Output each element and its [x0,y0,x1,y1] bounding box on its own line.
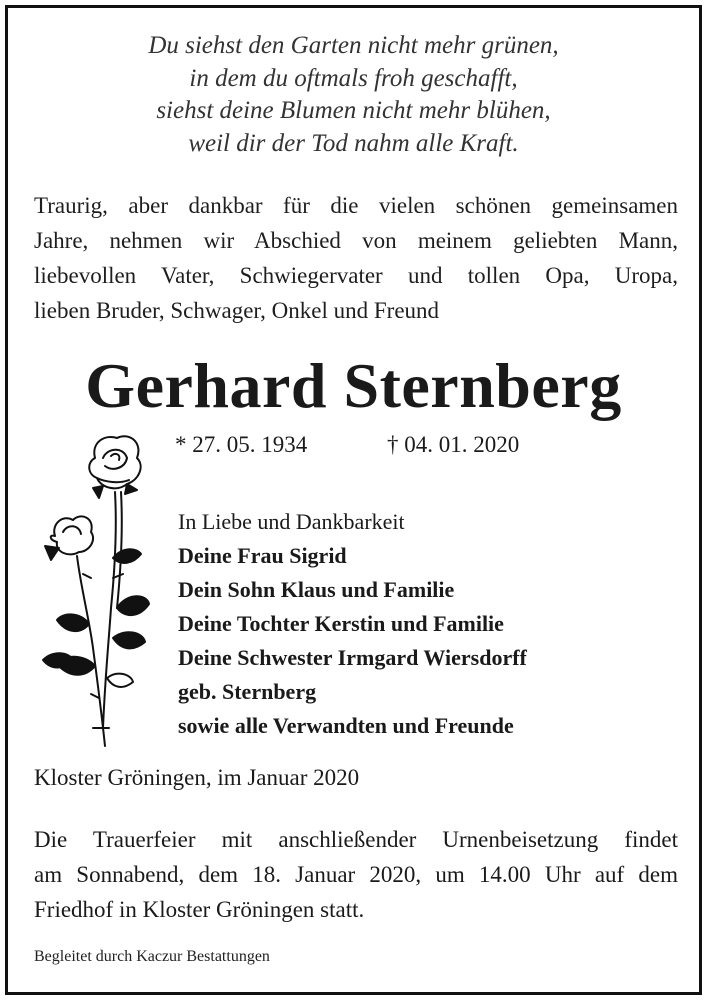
mourner-line: sowie alle Verwandten und Freunde [178,713,514,738]
deceased-name: Gerhard Sternberg [85,350,622,421]
poem [8,30,699,160]
funeral-home-credit: Begleitet durch Kaczur Bestattungen [34,948,270,965]
mourner-line: Dein Sohn Klaus und Familie [178,577,455,602]
ceremony-line: Die Trauerfeier mit anschließender Urnenbeisetzung findet [34,827,678,852]
rose-icon [33,428,163,758]
poem-line: siehst deine Blumen nicht mehr blühen, [156,97,551,124]
mourner-line: Deine Frau Sigrid [178,543,347,568]
obituary-frame [5,5,702,995]
ceremony-text [34,822,678,927]
life-dates [175,429,520,461]
intro-line: Traurig, aber dankbar für die vielen schönen gemeinsamen [34,193,678,218]
intro-line: lieben Bruder, Schwager, Onkel und Freund [34,298,440,323]
birth-date: * 27. 05. 1934 [175,432,308,457]
ceremony-line: Friedhof in Kloster Gröningen statt. [34,897,365,922]
mourners-list [178,505,527,743]
ceremony-line: am Sonnabend, dem 18. Januar 2020, um 14.00 Uhr auf dem [34,862,678,887]
death-date: † 04. 01. 2020 [387,432,520,457]
mourners-lead: In Liebe und Dankbarkeit [178,509,405,534]
mourner-line: Deine Tochter Kerstin und Familie [178,611,504,636]
poem-line: weil dir der Tod nahm alle Kraft. [188,129,519,157]
mourner-line: Deine Schwester Irmgard Wiersdorff [178,645,527,670]
intro-line: liebevollen Vater, Schwiegervater und tollen Opa, Uropa, [34,263,678,288]
place-date: Kloster Gröningen, im Januar 2020 [34,765,360,790]
intro-line: Jahre, nehmen wir Abschied von meinem geliebten Mann, [34,228,678,253]
intro-text [34,188,678,328]
poem-line: in dem du oftmals froh geschafft, [189,64,518,92]
mourner-line: geb. Sternberg [178,679,317,704]
poem-line: Du siehst den Garten nicht mehr grünen, [148,32,559,59]
